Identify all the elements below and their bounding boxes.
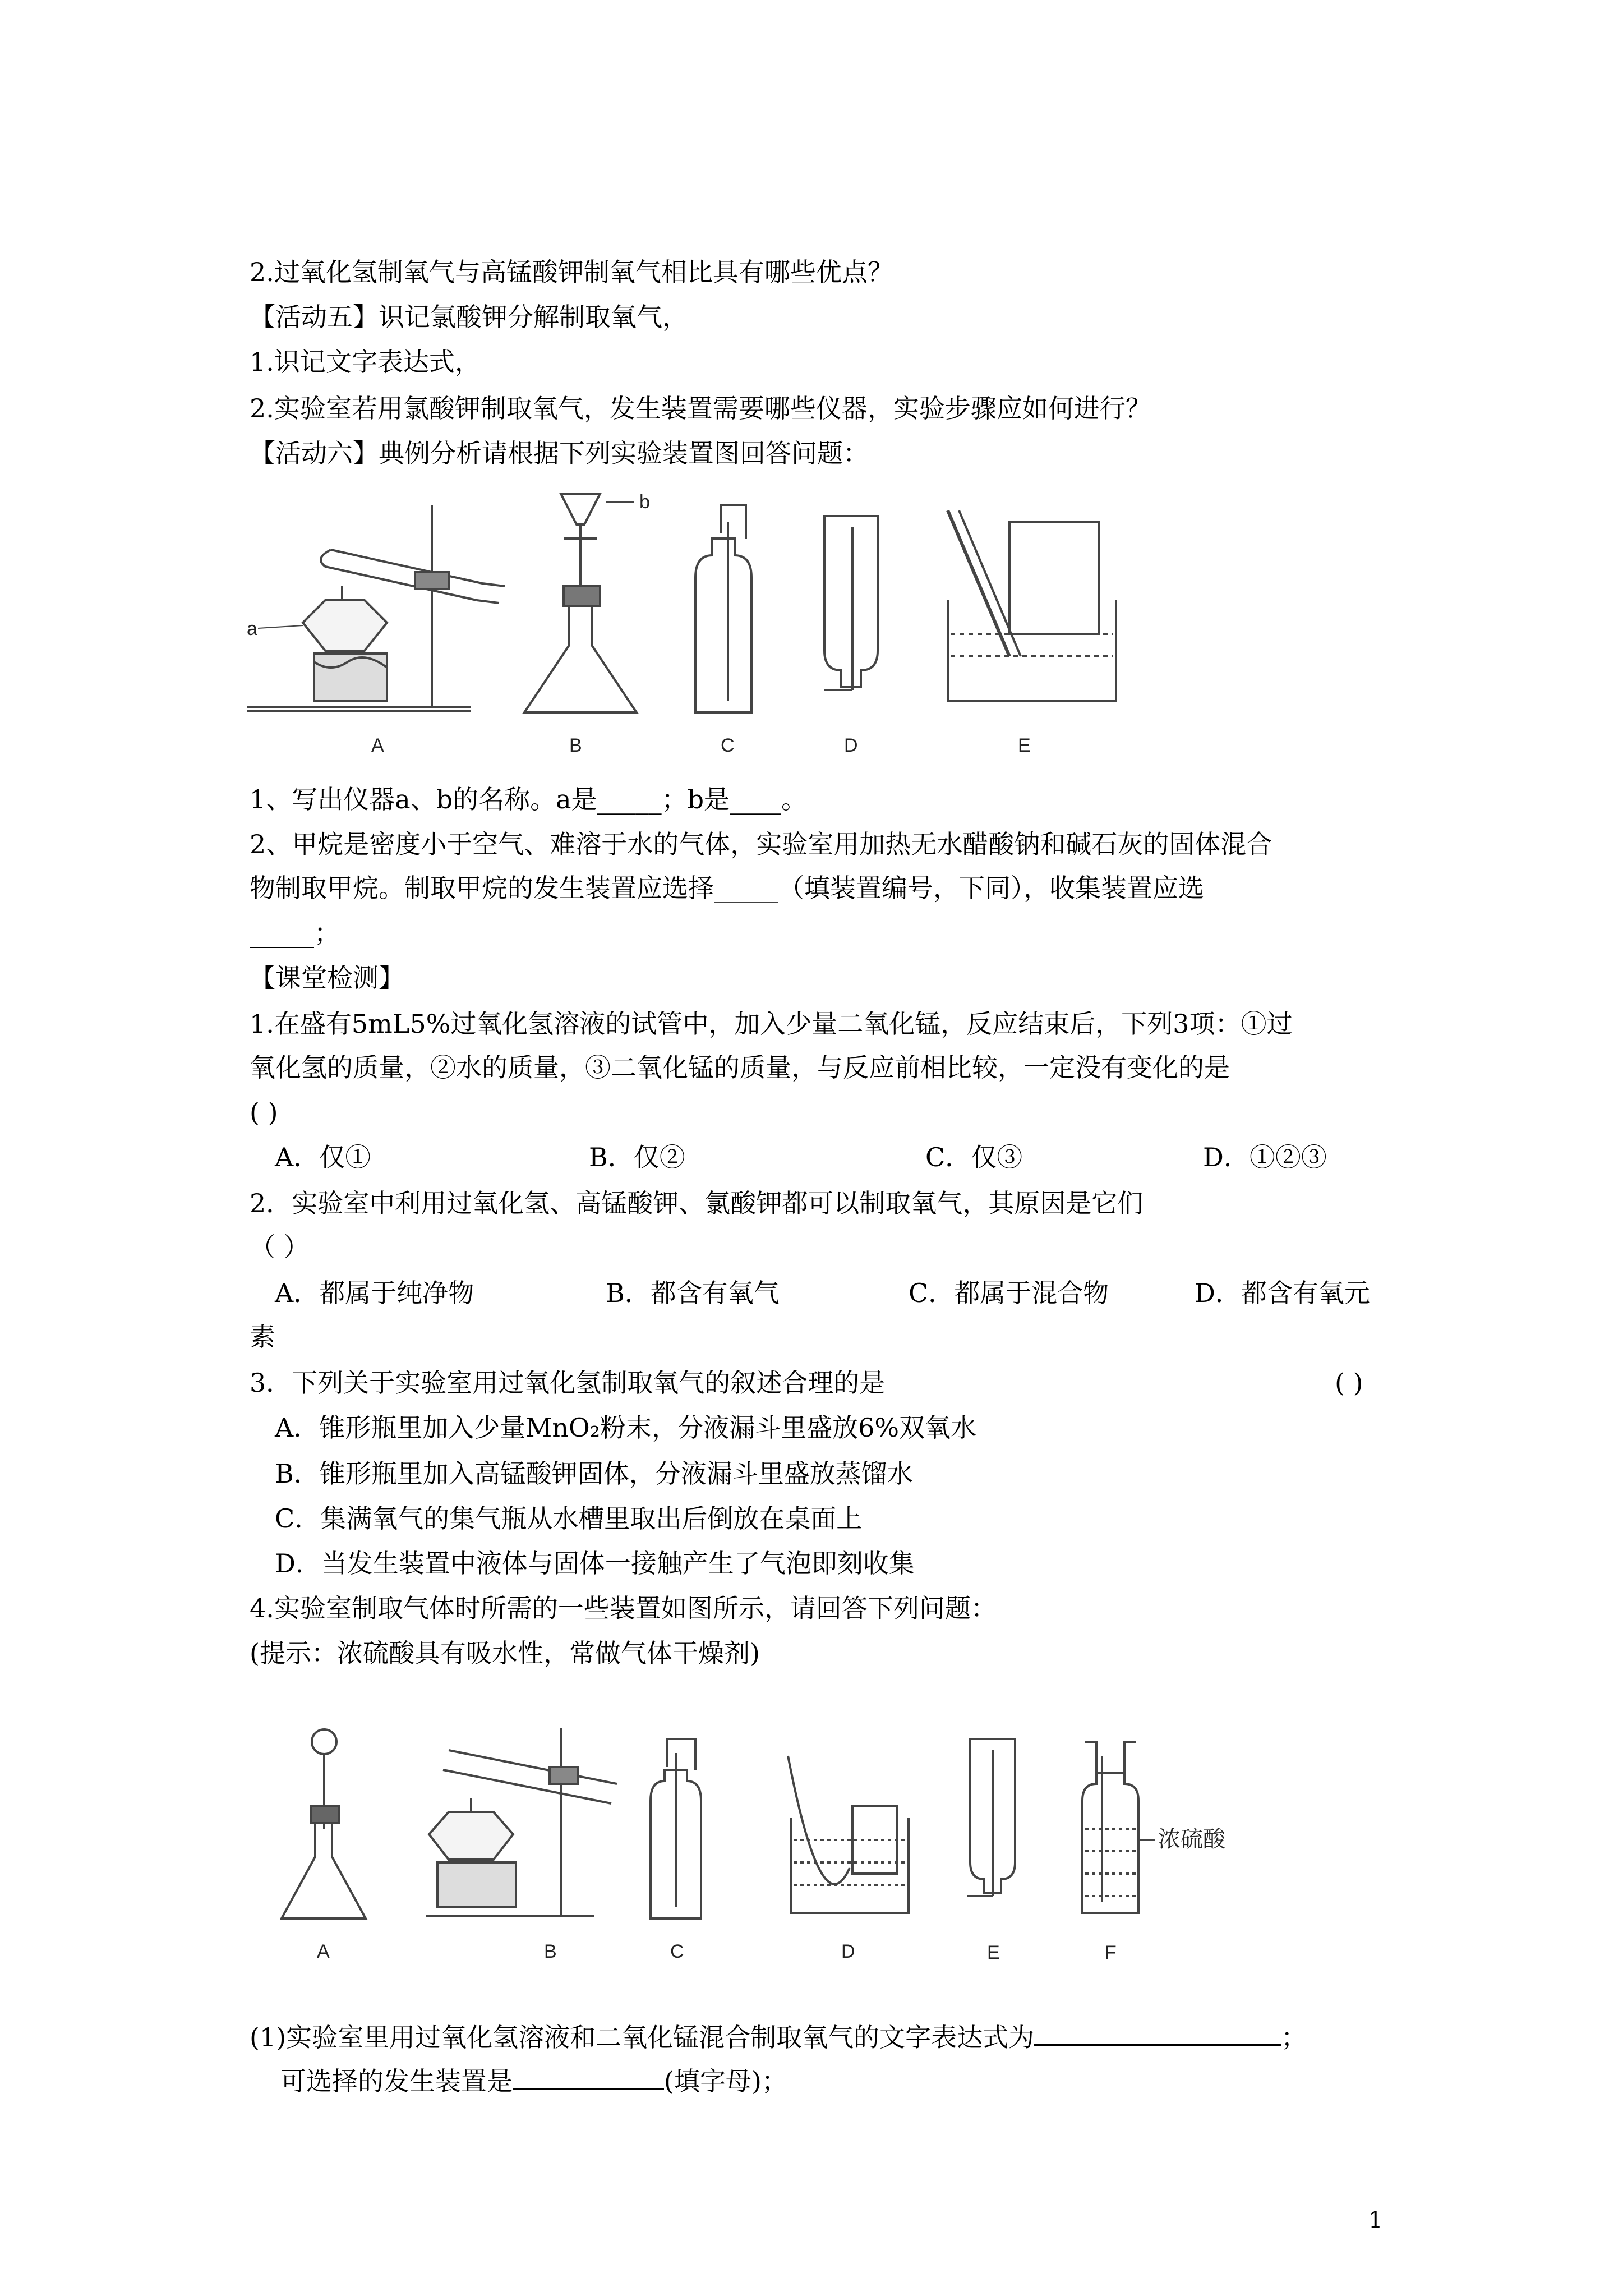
check-q4-part1-text2: 可选择的发生装置是: [280, 2066, 513, 2096]
fig1-label-d: D: [844, 735, 858, 756]
question-2-advantages: 2.过氧化氢制氧气与高锰酸钾制氧气相比具有哪些优点？: [250, 257, 893, 287]
apparatus-1-a: [247, 505, 505, 711]
check-q1-line2: 氧化氢的质量，②水的质量，③二氧化锰的质量，与反应前相比较，一定没有变化的是: [250, 1052, 1230, 1083]
activity-5-item-1: 1.识记文字表达式，: [250, 347, 481, 377]
apparatus-2-c: [651, 1739, 701, 1918]
activity-5-item-2: 2.实验室若用氯酸钾制取氧气，发生装置需要哪些仪器，实验步骤应如何进行？: [250, 393, 1151, 424]
apparatus-1-c: [695, 505, 751, 712]
check-q1-option-a: A．仅①: [275, 1142, 371, 1172]
apparatus-2-f: [1082, 1742, 1155, 1913]
check-q1-option-c: C．仅③: [925, 1142, 1023, 1172]
check-q1-line1: 1.在盛有5mL5%过氧化氢溶液的试管中，加入少量二氧化锰，反应结束后，下列3项：①过: [250, 1009, 1293, 1039]
check-q4: 4.实验室制取气体时所需的一些装置如图所示，请回答下列问题：: [250, 1593, 997, 1623]
check-q3-option-a: A．锥形瓶里加入少量MnO₂粉末，分液漏斗里盛放6%双氧水: [275, 1412, 977, 1443]
check-q4-part1-end2: (填字母)；: [664, 2066, 787, 2096]
apparatus-2-a: [282, 1729, 366, 1918]
fig1-label-a: A: [371, 735, 384, 756]
fig2-label-d: D: [841, 1941, 855, 1962]
activity-6-q2-line2: 物制取甲烷。制取甲烷的发生装置应选择_____（填装置编号，下同），收集装置应选: [250, 873, 1204, 903]
check-q3-option-d: D．当发生装置中液体与固体一接触产生了气泡即刻收集: [275, 1548, 915, 1579]
activity-6-q2-line1: 2、甲烷是密度小于空气、难溶于水的气体，实验室用加热无水醋酸钠和碱石灰的固体混合: [250, 829, 1272, 859]
check-q3-paren: ( ): [1335, 1368, 1363, 1398]
check-q1-option-d: D．①②③: [1203, 1142, 1327, 1172]
apparatus-2-b: [426, 1728, 617, 1916]
check-q3-option-c: C．集满氧气的集气瓶从水槽里取出后倒放在桌面上: [275, 1503, 863, 1534]
pointer-b-label: b: [639, 491, 650, 513]
check-q2-option-c: C．都属于混合物: [909, 1278, 1109, 1308]
check-q2-option-a: A．都属于纯净物: [275, 1278, 474, 1308]
page-number: 1: [1368, 2207, 1383, 2233]
check-q4-part1-line1: [250, 2019, 1307, 2054]
fig2-label-e: E: [987, 1942, 1000, 1963]
check-q3: 3．下列关于实验室用过氧化氢制取氧气的叙述合理的是: [250, 1368, 886, 1398]
apparatus-1-d: [824, 516, 878, 690]
check-q3-option-b: B．锥形瓶里加入高锰酸钾固体，分液漏斗里盛放蒸馏水: [275, 1458, 913, 1489]
fig2-label-b: B: [544, 1941, 557, 1962]
answer-blank-device[interactable]: [513, 2063, 664, 2090]
apparatus-figure-2: [280, 1717, 1267, 1975]
check-q2-option-d: D．都含有氧元: [1195, 1278, 1370, 1308]
fig2-label-f: F: [1105, 1942, 1117, 1963]
activity-6-q2-line3: _____；: [250, 918, 340, 948]
apparatus-2-e: [967, 1739, 1015, 1896]
fig1-label-b: B: [569, 735, 582, 756]
apparatus-1-e: [948, 510, 1116, 701]
acid-label: 浓硫酸: [1158, 1826, 1225, 1852]
check-q2-option-b: B．都含有氧气: [606, 1278, 780, 1308]
answer-blank-expression[interactable]: [1034, 2019, 1281, 2046]
apparatus-figure-1: [247, 488, 1133, 769]
check-q4-part1-text: (1)实验室里用过氧化氢溶液和二氧化锰混合制取氧气的文字表达式为: [250, 2022, 1035, 2053]
fig2-label-c: C: [670, 1941, 684, 1962]
fig2-label-a: A: [317, 1941, 330, 1962]
check-q4-part1-line2: [280, 2063, 787, 2098]
check-q1-paren: ( ): [250, 1097, 278, 1128]
check-q4-hint: (提示：浓硫酸具有吸水性，常做气体干燥剂): [250, 1638, 760, 1668]
apparatus-1-b: [524, 494, 637, 712]
check-q2-line1: 2．实验室中利用过氧化氢、高锰酸钾、氯酸钾都可以制取氧气，其原因是它们: [250, 1188, 1144, 1218]
activity-6-heading: 【活动六】典例分析请根据下列实验装置图回答问题：: [250, 438, 869, 468]
check-q1-option-b: B．仅②: [589, 1142, 685, 1172]
apparatus-2-d: [788, 1756, 909, 1913]
check-q2-paren: （ ）: [250, 1232, 310, 1262]
pointer-a-label: a: [247, 618, 257, 639]
activity-5-heading: 【活动五】识记氯酸钾分解制取氧气，: [250, 302, 688, 332]
check-q2-option-d-tail: 素: [250, 1322, 275, 1352]
fig1-label-e: E: [1018, 735, 1031, 756]
check-q4-part1-end: ；: [1281, 2022, 1307, 2053]
activity-6-q1: 1、写出仪器a、b的名称。a是_____；b是____。: [250, 784, 808, 815]
classroom-check-heading: 【课堂检测】: [250, 963, 404, 993]
fig1-label-c: C: [721, 735, 735, 756]
